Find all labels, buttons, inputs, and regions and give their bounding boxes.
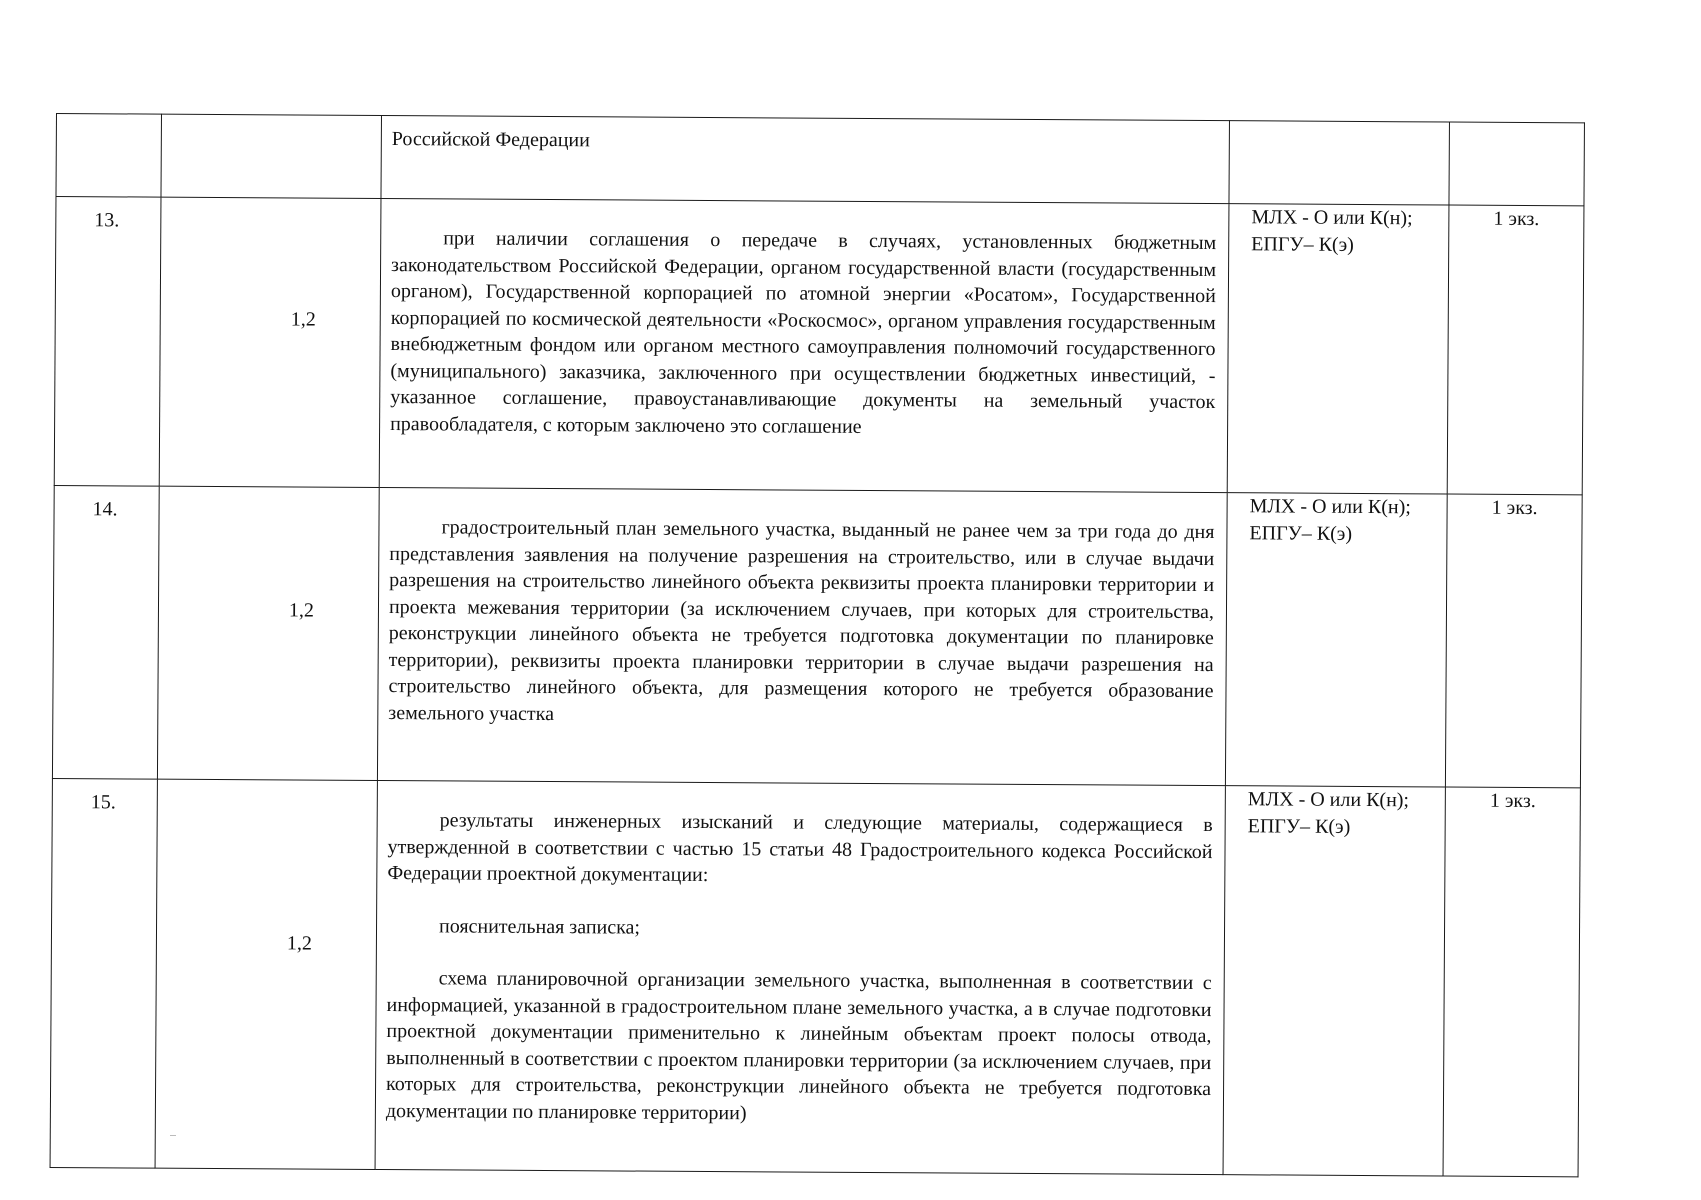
table-row: [52, 485, 1582, 787]
form-line: ЕПГУ– К(э): [1249, 522, 1353, 545]
applicant-group-cell: [155, 779, 377, 1169]
form-line: МЛХ - О или К(н);: [1251, 206, 1413, 230]
document-paragraph: пояснительная записка;: [438, 914, 641, 939]
form-line: ЕПГУ– К(э): [1247, 815, 1351, 838]
applicant-group-cell: [157, 486, 379, 780]
form-line: МЛХ - О или К(н);: [1247, 788, 1410, 812]
row-number: 14.: [52, 485, 159, 779]
document-paragraph: при наличии соглашения о передаче в случаях, установленных бюджетным законодательством Российской Федерации, органом государственной власти (государственным органом), Государственной корпорацией по атомной энергии «Росатом», Государственной корпорацией по космической деятельности «Роскосмос», органом управления государственным внебюджетным фондом или органом местного самоуправления полномочий государственного (муниципального) заказчика, заключенного при осуществлении бюджетных инвестиций, - указанное соглашение, правоустанавливающие документы на земельный участок правообладателя, с которым заключено это соглашение: [390, 227, 1217, 438]
document-paragraph: градостроительный план земельного участка, выданный не ранее чем за три года до дня представления заявления на получение разрешения на строительство, или в случае выдачи разрешения на строительство линейного объекта реквизиты проекта планировки территории и проекта межевания территории (за исключением случаев, при которых для строительства, реконструкции линейного объекта не требуется подготовка документации по планировке территории), реквизиты проекта планировки территории в случае выдачи разрешения на строительство линейного объекта, для размещения которого не требуется образование земельного участка: [388, 516, 1215, 725]
copies-count: 1 экз.: [1443, 787, 1580, 1177]
submission-form-cell: [1227, 204, 1449, 494]
form-line: ЕПГУ– К(э): [1251, 233, 1354, 256]
applicant-group: 1,2: [288, 599, 315, 622]
group-cell: [161, 114, 382, 198]
row-number: 13.: [54, 197, 161, 487]
document-text-cell: [377, 487, 1227, 785]
document-paragraph: схема планировочной организации земельного участка, выполненная в соответствии с информацией, указанной в градостроительном плане земельного участка, а в случае подготовки проектной документации применительно к линейным объектам проект полосы отвода, выполненный в соответствии с проектом планировки территории (за исключением случаев, при которых для строительства, реконструкции линейного объекта не требуется подготовка документации по планировке территории): [385, 967, 1212, 1124]
copies-count: 1 экз.: [1447, 205, 1584, 495]
form-cell: [1229, 121, 1450, 205]
document-text-cell: [375, 780, 1225, 1174]
applicant-group: 1,2: [286, 932, 312, 955]
copies-count: 1 экз.: [1445, 494, 1582, 788]
table-row: [50, 778, 1580, 1176]
scan-mark: [170, 1135, 176, 1136]
document-text-cell: [379, 198, 1229, 492]
number-cell: [56, 114, 162, 198]
continuation-text: Российской Федерации: [391, 128, 590, 152]
documents-table: [50, 113, 1585, 1177]
applicant-group-cell: [159, 197, 381, 487]
table-row-continuation: [56, 114, 1584, 206]
document-paragraph: результаты инженерных изысканий и следующие материалы, содержащиеся в утвержденной в соответствии с частью 15 статьи 48 Градостроительного кодекса Российской Федерации проектной документации:: [387, 809, 1213, 886]
row-number: 15.: [50, 778, 157, 1168]
applicant-group: 1,2: [290, 308, 316, 331]
count-cell: [1449, 122, 1585, 206]
submission-form-cell: [1223, 786, 1445, 1176]
document-text-cell: [381, 115, 1229, 203]
form-line: МЛХ - О или К(н);: [1249, 495, 1411, 519]
submission-form-cell: [1225, 493, 1447, 787]
table-row: [54, 197, 1584, 495]
